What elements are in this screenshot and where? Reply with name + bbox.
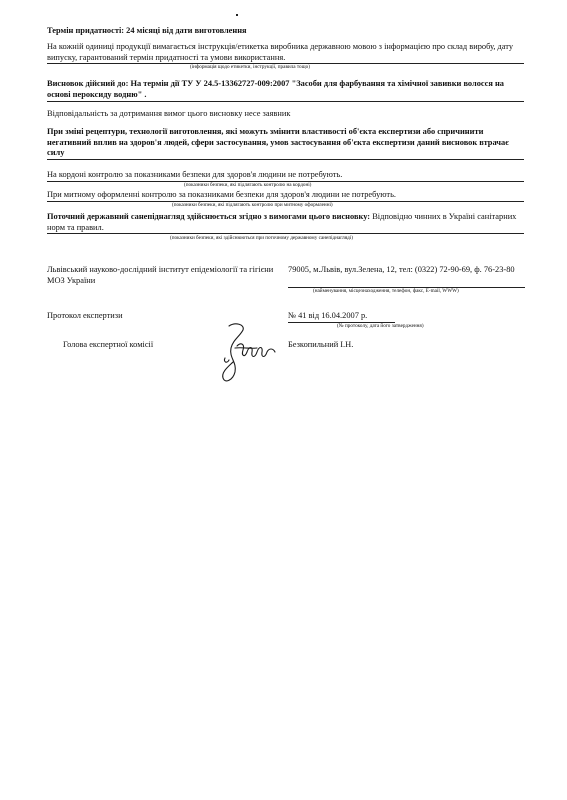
chairman-name: Безкопильний І.Н. xyxy=(288,340,354,349)
supervision xyxy=(47,212,525,233)
supervision-label: Поточний державний санепіднагляд здійснюється згідно з вимогами цього висновку: xyxy=(47,212,371,221)
recipe-underline xyxy=(47,159,524,160)
instruction-note: (інформація щодо етикетки, інструкції, правила тощо) xyxy=(190,64,310,70)
shelf-life: Термін придатності: 24 місяці від дати виготовлення xyxy=(47,26,247,35)
protocol-note: (№ протоколу, дата його затвердження) xyxy=(337,323,424,329)
responsibility: Відповідальність за дотримання вимог цього висновку несе заявник xyxy=(47,109,291,118)
border-control: На кордоні контролю за показниками безпеки для здоров'я людини не потребують. xyxy=(47,170,343,179)
border-note: (показники безпеки, які підлягають контролю на кордоні) xyxy=(184,182,312,188)
handwritten-signature-icon xyxy=(215,318,285,390)
supervision-value: Відповідно чинних в Україні санітарних норм та правил. xyxy=(47,212,517,232)
customs-control: При митному оформленні контролю за показниками безпеки для здоров'я людини не потребують. xyxy=(47,190,396,199)
address-note: (найменування, місцезнаходження, телефон, факс, E-mail, WWW) xyxy=(313,288,459,294)
recipe-change: При зміні рецептури, технології виготовлення, які можуть змінити властивості об'єкта експертизи або спричинити негативний вплив на здоров'я людей, сфери застосування, умов застосування об'єкта експертизи даний висновок втрачає силу xyxy=(47,127,509,157)
institute-address: 79005, м.Львів, вул.Зелена, 12, тел: (0322) 72-90-69, ф. 76-23-80 xyxy=(288,265,515,274)
validity-underline xyxy=(47,101,524,102)
institute-name: Львівський науково-дослідний інститут епідеміології та гігієни МОЗ України xyxy=(47,265,274,285)
chairman-label: Голова експертної комісії xyxy=(63,340,154,349)
instruction-text: На кожній одиниці продукції вимагається інструкція/етикетка виробника державною мовою з інформацією про склад виробу, дату випуску, гарантований термін придатності та умови використання. xyxy=(47,42,514,62)
supervision-underline xyxy=(47,233,524,234)
validity: Висновок дійсний до: На термін дії ТУ У 24.5-13362727-009:2007 "Засоби для фарбування та хімічної завивки волосся на основі пероксиду водню" . xyxy=(47,79,504,99)
scan-speck xyxy=(236,14,238,16)
protocol-label: Протокол експертизи xyxy=(47,311,123,320)
supervision-note: (показники безпеки, які здійснюються при поточному державному санепіднагляді) xyxy=(170,235,353,241)
customs-note: (показники безпеки, які підлягають контролю при митному оформленні) xyxy=(172,202,333,208)
protocol-value: № 41 від 16.04.2007 р. xyxy=(288,311,368,320)
